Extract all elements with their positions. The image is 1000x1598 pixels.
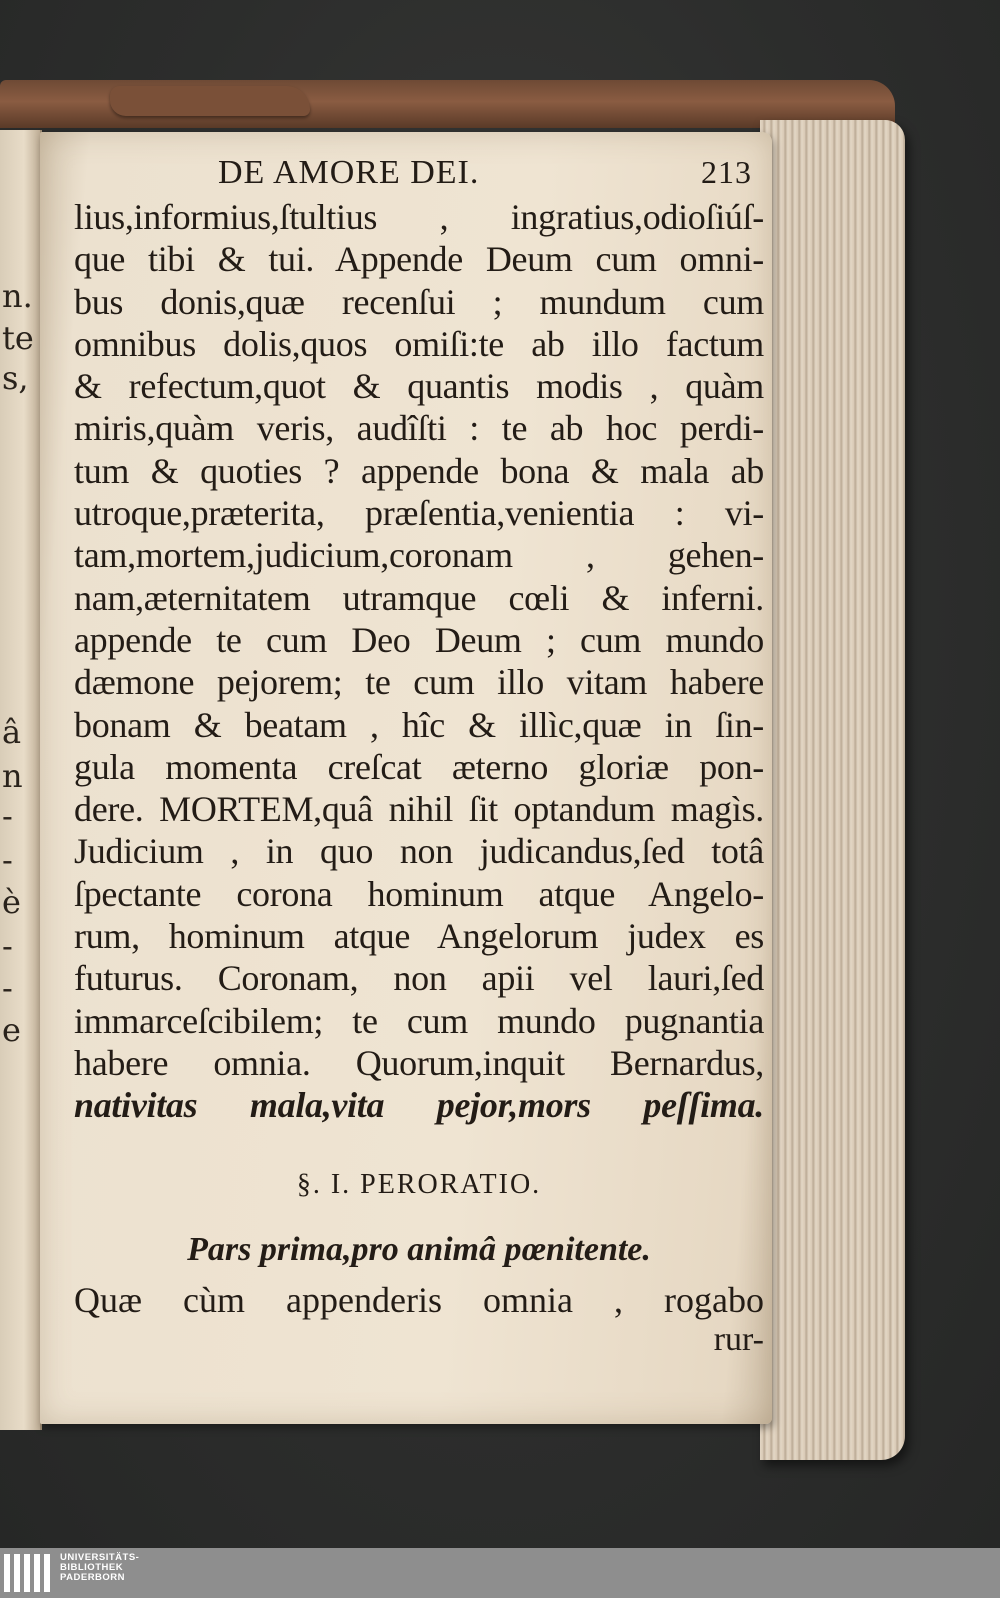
- text-line: appende te cum Deo Deum ; cum mundo: [74, 619, 764, 660]
- text-line: tum & quoties ? appende bona & mala ab: [74, 450, 764, 491]
- text-line: gula momenta creſcat æterno gloriæ pon-: [74, 746, 764, 787]
- facing-page-fragment: â: [2, 713, 22, 751]
- text-line: miris,quàm veris, audîſti : te ab hoc perdi-: [74, 408, 764, 449]
- text-line: omnibus dolis,quos omiſi:te ab illo factum: [74, 323, 764, 364]
- facing-page-fragment: -: [2, 797, 13, 835]
- facing-page-fragment: n: [2, 757, 23, 795]
- text-line: Judicium , in quo non judicandus,ſed totâ: [74, 831, 764, 872]
- torn-spine-fragment: [110, 86, 310, 116]
- page-number: 213: [701, 154, 752, 190]
- facing-page-fragment: è: [2, 883, 21, 921]
- book-page: [40, 132, 772, 1424]
- text-line: rum, hominum atque Angelorum judex es: [74, 916, 764, 957]
- text-line: futurus. Coronam, non apii vel lauri,ſed: [74, 958, 764, 999]
- section-heading: §. I. PERORATIO.: [296, 1168, 542, 1200]
- facing-page-fragment: te: [2, 319, 34, 357]
- logo-line: PADERBORN: [60, 1572, 126, 1583]
- library-logo-text: [60, 1553, 139, 1583]
- text-line: utroque,præterita, præſentia,venientia : vi-: [74, 493, 764, 534]
- facing-page-fragment: s,: [2, 359, 29, 397]
- facing-page-fragment: e: [2, 1011, 21, 1049]
- text-line: & refectum,quot & quantis modis , quàm: [74, 366, 764, 407]
- page-header: [74, 150, 764, 196]
- text-line: immarceſcibilem; te cum mundo pugnantia: [74, 1000, 764, 1041]
- text-line: bonam & beatam , hîc & illìc,quæ in ſin-: [74, 704, 764, 745]
- running-head: DE AMORE DEI.: [218, 154, 480, 191]
- text-line: lius,informius,ſtultius , ingratius,odioſiúſ-: [74, 197, 764, 237]
- facing-page-fragment: -: [2, 927, 13, 965]
- logo-line: UNIVERSITÄTS-: [60, 1552, 140, 1563]
- facing-page-fragment: n.: [2, 277, 33, 315]
- text-line: bus donis,quæ recenſui ; mundum cum: [74, 281, 764, 322]
- library-footer: [0, 1548, 1000, 1598]
- text-line: que tibi & tui. Appende Deum cum omni-: [74, 239, 764, 280]
- library-logo-icon: [4, 1554, 54, 1592]
- facing-page-fragment: -: [2, 969, 13, 1007]
- page-edges: [760, 120, 905, 1460]
- text-line: Quæ cùm appenderis omnia , rogabo: [74, 1279, 764, 1320]
- text-line: nativitas mala,vita pejor,mors peſſima.: [74, 1085, 764, 1126]
- subheading: Pars prima,pro animâ pœnitente.: [187, 1230, 651, 1268]
- facing-page-edge: [0, 130, 42, 1430]
- logo-line: BIBLIOTHEK: [60, 1562, 124, 1573]
- facing-page-fragment: -: [2, 841, 13, 879]
- text-line: tam,mortem,judicium,coronam , gehen-: [74, 535, 764, 576]
- book: [0, 80, 905, 1460]
- text-line: nam,æternitatem utramque cœli & inferni.: [74, 577, 764, 618]
- text-line: dere. MORTEM,quâ nihil ſit optandum magìs.: [74, 789, 764, 830]
- text-line: ſpectante corona hominum atque Angelo-: [74, 873, 764, 914]
- catchword: rur-: [713, 1320, 764, 1358]
- page-text: [74, 150, 764, 1359]
- text-line: dæmone pejorem; te cum illo vitam habere: [74, 662, 764, 703]
- text-line: habere omnia. Quorum,inquit Bernardus,: [74, 1042, 764, 1083]
